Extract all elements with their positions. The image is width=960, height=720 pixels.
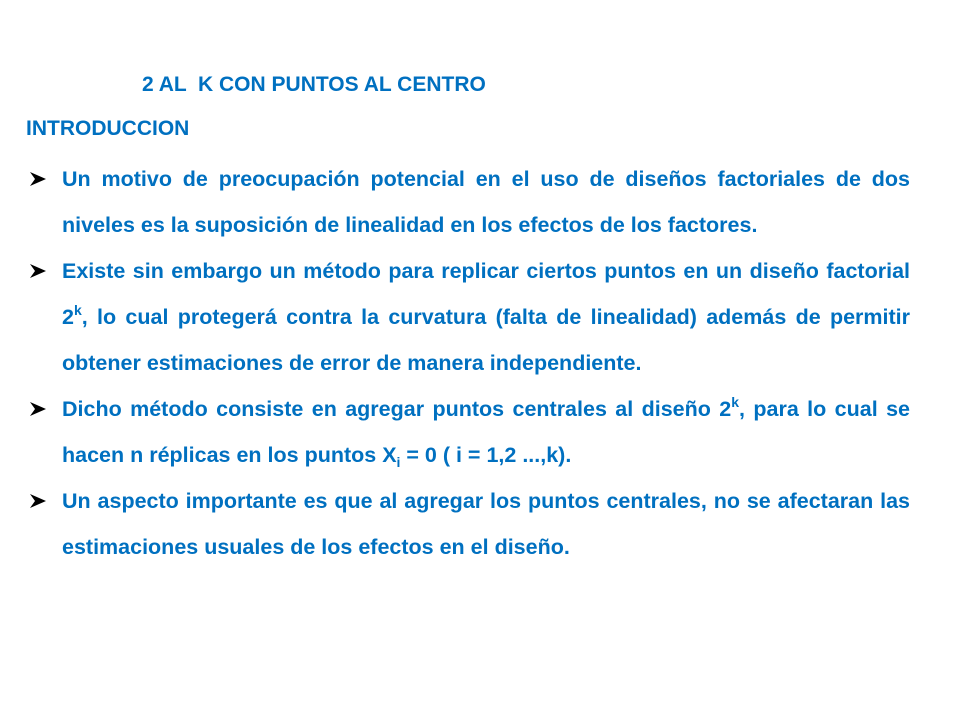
bullet-item-2 [26, 248, 910, 386]
arrow-bullet-icon [29, 386, 51, 432]
bullet-text: Un motivo de preocupación potencial en el uso de diseños factoriales de dos niveles es la suposición de linealidad en los efectos de los factores. [62, 167, 910, 237]
bullet-text-continued: , para lo cual se hacen n réplicas en los puntos X [62, 397, 910, 467]
arrow-bullet-icon [29, 248, 51, 294]
bullet-text: Dicho método consiste en agregar puntos centrales al diseño 2 [62, 397, 732, 421]
section-heading: INTRODUCCION [26, 117, 190, 140]
bullet-item-3 [26, 386, 910, 478]
subscript-i: i [396, 454, 401, 470]
superscript-k: k [73, 302, 82, 318]
bullet-text: Existe sin embargo un método para replicar ciertos puntos en un diseño factorial 2 [62, 259, 910, 329]
arrow-bullet-icon [29, 156, 51, 202]
bullet-item-4 [26, 478, 910, 570]
bullet-item-1 [26, 156, 910, 248]
superscript-k: k [731, 394, 740, 410]
arrow-bullet-icon [29, 478, 51, 524]
bullet-text-continued: , lo cual protegerá contra la curvatura (falta de linealidad) además de permitir obtener estimaciones de error de manera independiente. [62, 305, 910, 375]
bullet-text-end: = 0 ( i = 1,2 ...,k). [400, 443, 572, 467]
slide-title: 2 AL K CON PUNTOS AL CENTRO [142, 73, 486, 96]
bullet-list [26, 156, 910, 570]
bullet-text: Un aspecto importante es que al agregar los puntos centrales, no se afectaran las estimaciones usuales de los efectos en el diseño. [62, 489, 910, 559]
